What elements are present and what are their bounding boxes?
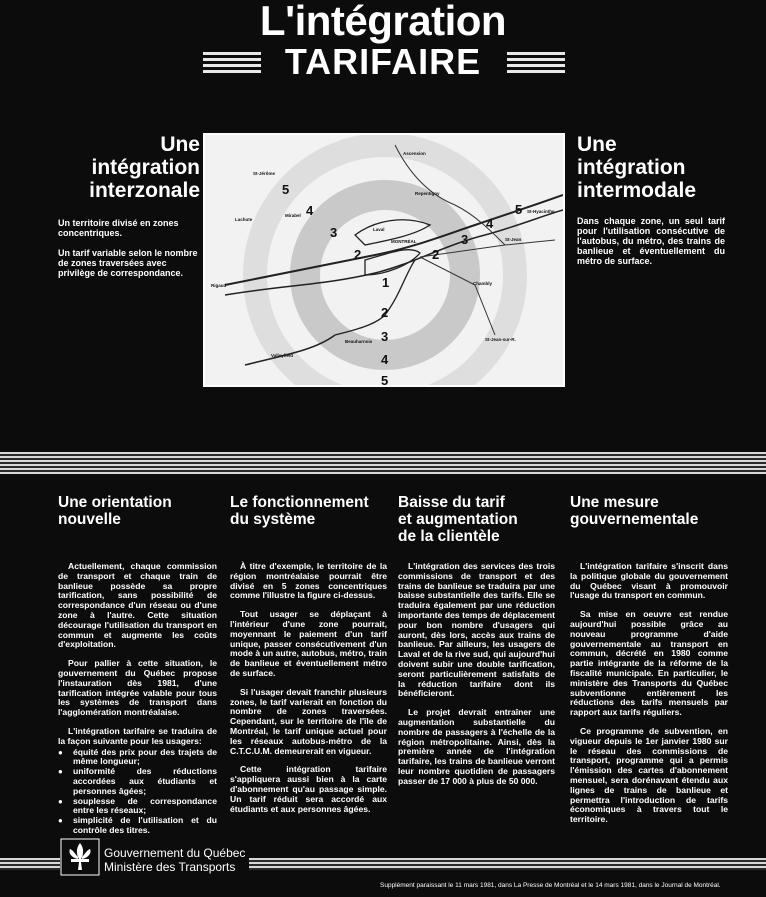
- title-line-2: TARIFAIRE: [284, 41, 482, 82]
- zone-map-svg: [205, 135, 563, 385]
- place-label: Lachute: [235, 217, 253, 222]
- left-heading-line: Une: [160, 133, 200, 156]
- supplement-note: Supplément paraissant le 11 mars 1981, dans La Presse de Montréal et le 14 mars 1981, dans le Journal de Montréal.: [380, 882, 721, 889]
- place-label: St-Jérôme: [253, 171, 276, 176]
- col2-heading-line: du système: [230, 511, 316, 528]
- col1-heading-line: Une orientation: [58, 494, 172, 511]
- left-heading-line: interzonale: [89, 179, 200, 202]
- ministry-name: [100, 846, 249, 874]
- paragraph: Actuellement, chaque commission de transport et chaque train de banlieue possède sa propre tarification, sans possibilité de correspondance d'un réseau ou d'une zone à l'autre. Cette situation décourage l'utilisation du transport en commun et augmente les coûts d'exploitation.: [58, 561, 217, 650]
- col1-heading-line: nouvelle: [58, 511, 121, 528]
- bullet-list: [58, 748, 217, 836]
- right-heading-line: intermodale: [577, 179, 697, 202]
- zone-number: 4: [306, 203, 314, 218]
- place-label: Valleyfield: [271, 353, 294, 358]
- rail-line: [420, 240, 555, 257]
- col4-body: [570, 562, 728, 834]
- place-label: Beauharnois: [345, 339, 373, 344]
- paragraph: Tout usager se déplaçant à l'intérieur d'une zone pourrait, moyennant le paiement d'un tarif unique, passer consécutivement d'un mode à un autre, autobus, métro, train de banlieue et éventuellement métro de surface.: [230, 609, 387, 678]
- col4-heading-line: Une mesure: [570, 494, 659, 511]
- col2-heading: [230, 494, 395, 528]
- col2-body: [230, 562, 387, 823]
- col3-body: [398, 562, 555, 796]
- title-bars-right: [507, 52, 565, 74]
- zone-number: 2: [354, 247, 362, 262]
- col3-heading-line: de la clientèle: [398, 528, 500, 545]
- zone-number: 2: [432, 247, 440, 262]
- paragraph: Ce programme de subvention, en vigueur depuis le 1er janvier 1980 sur le réseau des commissions de transport, programme qui a permis l'émission des cartes d'abonnement mensuel, sera dorénavant étendu aux lignes de trains de banlieue et permettra l'introduction de tarifs économiques à travers tout le territoire.: [570, 725, 728, 825]
- col4-heading: [570, 494, 740, 528]
- quebec-logo: [60, 838, 100, 876]
- zone-number: 5: [381, 373, 389, 385]
- place-label: Repentigny: [415, 191, 440, 196]
- zone-number: 3: [330, 225, 338, 240]
- paragraph: Pour pallier à cette situation, le gouvernement du Québec propose l'instauration dès 1981, d'une tarification intégrée valable pour tous les systèmes de transport dans l'agglomération montréalaise.: [58, 658, 217, 718]
- zone-number: 5: [515, 202, 523, 217]
- river: [335, 260, 415, 335]
- place-label: Laval: [373, 227, 385, 232]
- paragraph: L'intégration des services des trois commissions de transport et des trains de banlieue se traduira par une baisse substantielle des tarifs. Elle se traduira également par une réduction importante des temps de déplacement pour bon nombre d'usagers qui auront, dès lors, accès aux trains de banlieue. Par ailleurs, les usagers de Laval et de la rive sud, qui aujourd'hui doivent subir une double tarification, seront particulièrement satisfaits de la réduction tarifaire dont ils bénéficieront.: [398, 561, 555, 699]
- paragraph: Si l'usager devait franchir plusieurs zones, le tarif varierait en fonction du nombre de zones traversées. Cependant, sur le territoire de l'île de Montréal, le tarif unique actuel pour les réseaux autobus-métro de la C.T.C.U.M. demeurerait en vigueur.: [230, 686, 387, 756]
- left-text-2: Un tarif variable selon le nombre de zones traversées avec privilège de correspondance.: [58, 248, 198, 278]
- right-heading-line: Une: [577, 133, 617, 156]
- right-heading: [577, 133, 747, 202]
- zone-map: [203, 133, 565, 387]
- left-heading-line: intégration: [91, 156, 200, 179]
- col4-heading-line: gouvernementale: [570, 511, 699, 528]
- place-label: Rigaud: [211, 283, 227, 288]
- zone-number: 1: [382, 275, 390, 290]
- fleur-de-lis-icon: [60, 838, 100, 876]
- col2-heading-line: Le fonctionnement: [230, 494, 369, 511]
- divider-stripe: [0, 452, 766, 474]
- bullet-item: ● équité des prix pour des trajets de même longueur;: [58, 748, 217, 768]
- col1-heading: [58, 494, 223, 528]
- place-label: St-Jean: [505, 237, 522, 242]
- zone-number: 5: [282, 182, 290, 197]
- place-label: Ascension: [403, 151, 426, 156]
- right-heading-line: intégration: [577, 156, 686, 179]
- right-text: Dans chaque zone, un seul tarif pour l'utilisation consécutive de l'autobus, du métro, des trains de banlieue et éventuellement du métro de surface.: [577, 216, 725, 266]
- montreal-island: [365, 250, 420, 275]
- col3-heading-line: Baisse du tarif: [398, 494, 505, 511]
- bullet-item: ● uniformité des réductions accordées aux étudiants et personnes âgées;: [58, 767, 217, 796]
- zone-number: 4: [381, 352, 389, 367]
- col3-heading: [398, 494, 563, 545]
- paragraph: À titre d'exemple, le territoire de la région montréalaise pourrait être divisé en 5 zones concentriques comme l'illustre la figure ci-dessus.: [230, 561, 387, 601]
- left-heading: [40, 133, 200, 202]
- zone-number: 3: [461, 232, 469, 247]
- paragraph: Sa mise en oeuvre est rendue aujourd'hui possible grâce au nouveau programme d'aide gouvernementale au transport en commun, décrété en 1980 comme partie intégrante de la réforme de la fiscalité municipale. En particulier, le ministère des Transports du Québec subventionne entièrement les réductions des tarifs mensuels par rapport aux tarifs réguliers.: [570, 609, 728, 718]
- place-label: Chambly: [473, 281, 493, 286]
- bullet-item: ● simplicité de l'utilisation et du contrôle des titres.: [58, 816, 217, 836]
- paragraph: Cette intégration tarifaire s'appliquera aussi bien à la carte d'abonnement qu'au passage simple. Un tarif réduit sera accordé aux étudiants et aux personnes âgées.: [230, 764, 387, 814]
- place-label: Mirabel: [285, 213, 301, 218]
- paragraph: L'intégration tarifaire s'inscrit dans la politique globale du gouvernement du Québec visant à promouvoir l'usage du transport en commun.: [570, 561, 728, 601]
- place-label: St-Hyacinthe: [527, 209, 555, 214]
- bullet-item: ● souplesse de correspondance entre les réseaux;: [58, 797, 217, 817]
- left-text-1: Un territoire divisé en zones concentriques.: [58, 218, 179, 238]
- paragraph: L'intégration tarifaire se traduira de la façon suivante pour les usagers:: [58, 725, 217, 746]
- title-line-1: L'intégration: [259, 0, 507, 44]
- zone-number: 2: [381, 305, 389, 320]
- gov-line-1: Gouvernement du Québec: [104, 846, 246, 860]
- col1-body: [58, 562, 217, 836]
- zone-number: 4: [486, 216, 494, 231]
- paragraph: Le projet devrait entraîner une augmentation substantielle du nombre de passagers à l'échelle de la région métropolitaine. Ainsi, dès la première année de l'intégration tarifaire, les trains de banlieue verront leur nombre quotidien de passagers passer de 17 000 à plus de 50 000.: [398, 707, 555, 786]
- gov-line-2: Ministère des Transports: [104, 860, 236, 874]
- zone-number: 3: [381, 329, 389, 344]
- place-label: St-Jean-sur-R.: [485, 337, 516, 342]
- col3-heading-line: et augmentation: [398, 511, 518, 528]
- place-label: MONTRÉAL: [391, 239, 417, 244]
